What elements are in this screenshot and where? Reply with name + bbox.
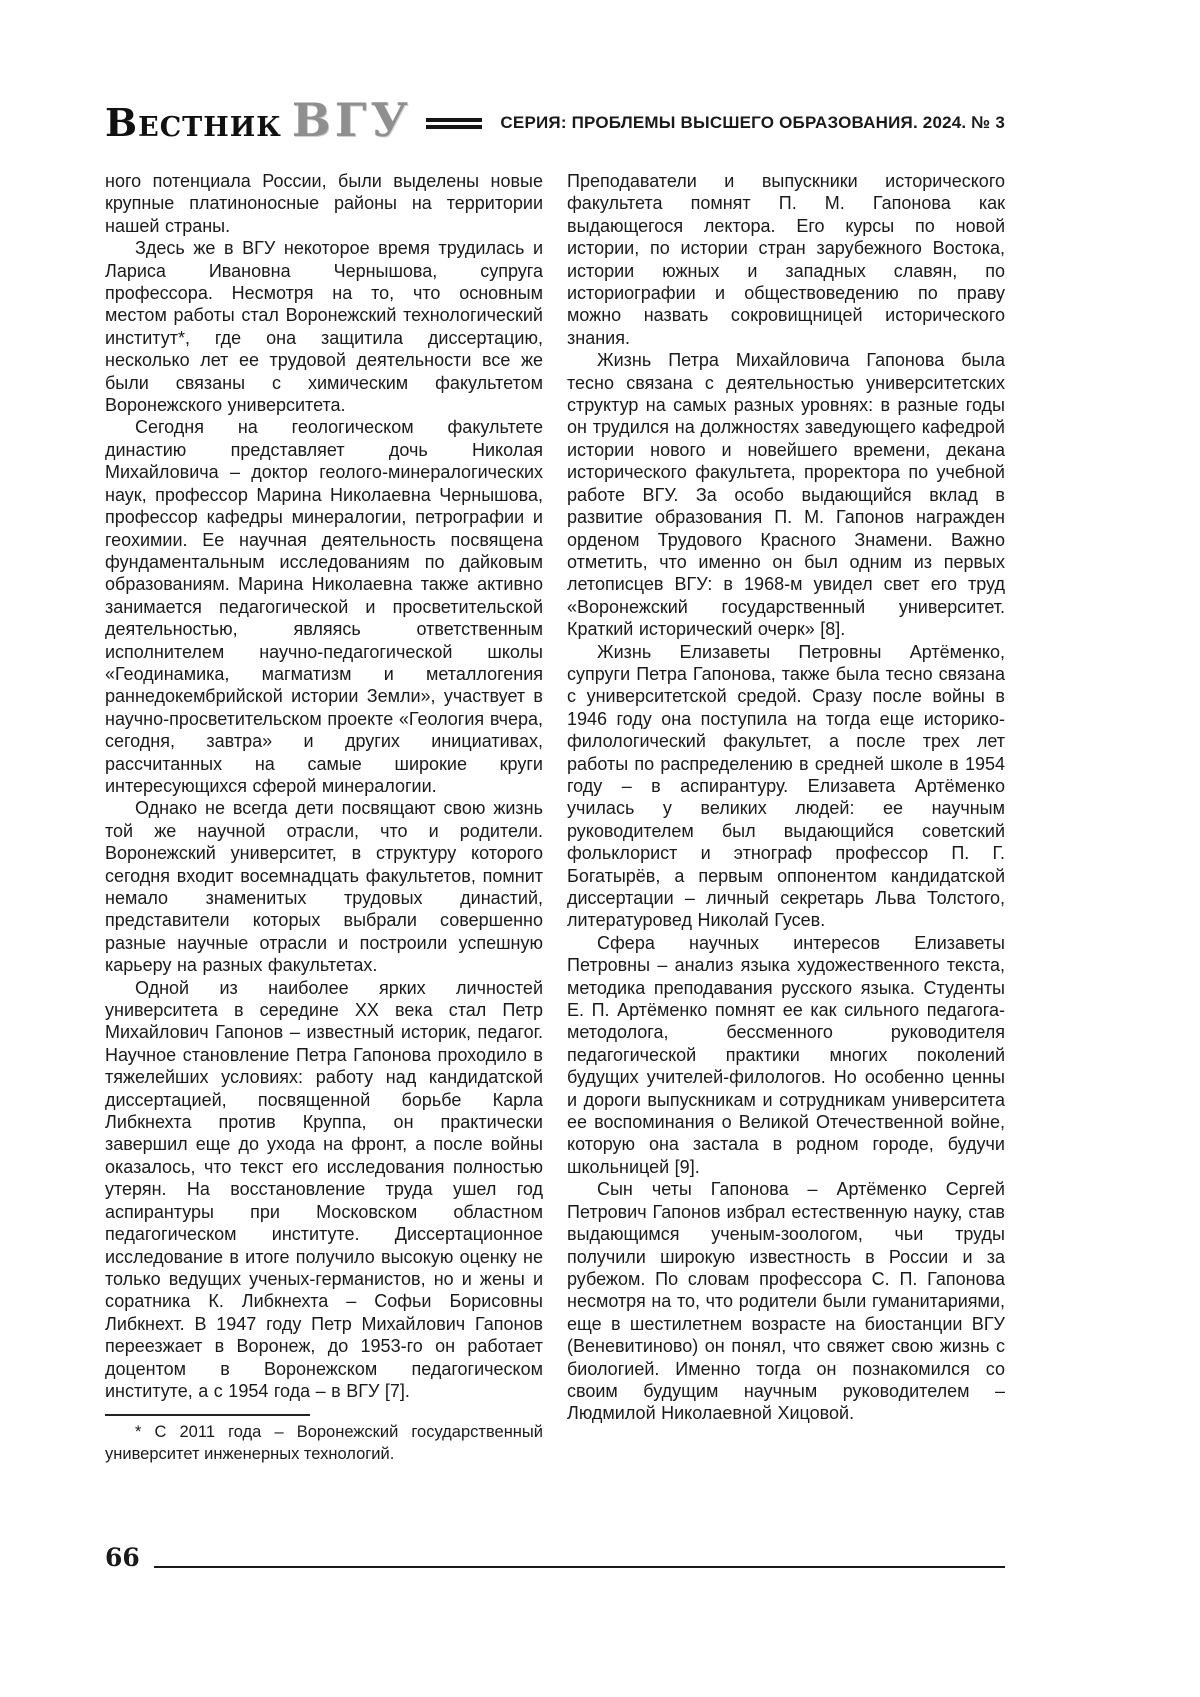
paragraph: Жизнь Петра Михайловича Гапонова была тесно связана с деятельностью университетских структур на самых разных уровнях: в разные годы он трудился на должностях заведующего кафедрой истории нового и новейшего времени, декана исторического факультета, проректора по учебной работе ВГУ. За особо выдающийся вклад в развитие образования П. М. Гапонов награжден орденом Трудового Красного Знамени. Важно отметить, что именно он был одним из первых летописцев ВГУ: в 1968-м увидел свет его труд «Воронежский государственный университет. Краткий исторический очерк» [8]. — [567, 350, 1005, 640]
page-content — [105, 92, 1005, 1465]
series-title: СЕРИЯ: ПРОБЛЕМЫ ВЫСШЕГО ОБРАЗОВАНИЯ. 2024. № 3 — [500, 113, 1005, 132]
paragraph: Сегодня на геологическом факультете династию представляет дочь Николая Михайловича – доктор геолого-минералогических наук, профессор Марина Николаевна Чернышова, профессор кафедры минералогии, петрографии и геохимии. Ее научная деятельность посвящена фундаментальным исследованиям по дайковым образованиям. Марина Николаевна также активно занимается педагогической и просветительской деятельностью, являясь ответственным исполнителем научно-педагогической школы «Геодинамика, магматизм и металлогения раннедокембрийской истории Земли», участвует в научно-просветительском проекте «Геология вчера, сегодня, завтра» и других инициативах, рассчитанных на самые широкие круги интересующихся сферой минералогии. — [105, 417, 543, 796]
paragraph: Однако не всегда дети посвящают свою жизнь той же научной отрасли, что и родители. Воронежский университет, в структуру которого сегодня входит восемнадцать факультетов, помнит немало знаменитых трудовых династий, представители которых выбрали совершенно разные научные отрасли и построили успешную карьеру на разных факультетах. — [105, 798, 543, 976]
paragraph: Преподаватели и выпускники исторического факультета помнят П. М. Гапонова как выдающегося лектора. Его курсы по новой истории, по истории стран зарубежного Востока, истории южных и западных славян, по историографии и обществоведению по праву можно назвать сокровищницей исторического знания. — [567, 171, 1005, 348]
footnote: * С 2011 года – Воронежский государственный университет инженерных технологий. — [105, 1423, 543, 1463]
paragraph: Здесь же в ВГУ некоторое время трудилась и Лариса Ивановна Чернышова, супруга профессора. Несмотря на то, что основным местом работы стал Воронежский технологический институт*, где она защитила диссертацию, несколько лет ее трудовой деятельности все же были связаны с химическим факультетом Воронежского университета. — [105, 238, 543, 416]
left-column — [105, 170, 543, 1465]
paragraph: Жизнь Елизаветы Петровны Артёменко, супруги Петра Гапонова, также была тесно связана с университетской средой. Сразу после войны в 1946 году она поступила на тогда еще историко-филологический факультет, а после трех лет работы по распределению в средней школе в 1954 году – в аспирантуру. Елизавета Артёменко училась у великих людей: ее научным руководителем был выдающийся советский фольклорист и этнограф профессор П. Г. Богатырёв, а первым оппонентом кандидатской диссертации – личный секретарь Льва Толстого, литературовед Николай Гусев. — [567, 641, 1005, 931]
paragraph: Сфера научных интересов Елизаветы Петровны – анализ языка художественного текста, методика преподавания русского языка. Студенты Е. П. Артёменко помнят ее как сильного педагога-методолога, бессменного руководителя педагогической практики многих поколений будущих учителей-филологов. Но особенно ценны и дороги выпускникам и сотрудникам университета ее воспоминания о Великой Отечественной войне, которую она застала в родном городе, будучи школьницей [9]. — [567, 932, 1005, 1177]
page-header — [105, 92, 1005, 148]
paragraph: ного потенциала России, были выделены новые крупные платиноносные районы на территории нашей страны. — [105, 171, 543, 236]
footer-rule — [154, 1566, 1005, 1568]
footnote-separator-rule — [105, 1414, 310, 1416]
right-column — [567, 170, 1005, 1465]
two-column-text — [105, 170, 1005, 1465]
page-footer — [105, 1545, 1005, 1570]
paragraph: Сын четы Гапонова – Артёменко Сергей Петрович Гапонов избрал естественную науку, став выдающимся ученым-зоологом, чьи труды получили широкую известность в России и за рубежом. По словам профессора С. П. Гапонова несмотря на то, что родители были гуманитариями, еще в шестилетнем возрасте на биостанции ВГУ (Веневитиново) он понял, что свяжет свою жизнь с биологией. Именно тогда он познакомился со своим будущим научным руководителем – Людмилой Николаевной Хицовой. — [567, 1179, 1005, 1424]
journal-logo — [105, 93, 412, 147]
journal-logo-word: Вестник — [105, 100, 282, 145]
page-number: 66 — [105, 1543, 140, 1572]
journal-logo-acronym: ВГУ — [291, 93, 412, 147]
paragraph: Одной из наиболее ярких личностей университета в середине XX века стал Петр Михайлович Гапонов – известный историк, педагог. Научное становление Петра Гапонова проходило в тяжелейших условиях: работу над кандидатской диссертацией, посвященной борьбе Карла Либкнехта против Круппа, он практически завершил еще до ухода на фронт, а после войны оказалось, что текст его исследования полностью утерян. На восстановление труда ушел год аспирантуры при Московском областном педагогическом институте. Диссертационное исследование в итоге получило высокую оценку не только ведущих ученых-германистов, но и жены и соратника К. Либкнехта – Софьи Борисовны Либкнехт. В 1947 году Петр Михайлович Гапонов переезжает в Воронеж, до 1953-го он работает доцентом в Воронежском педагогическом институте, а с 1954 года – в ВГУ [7]. — [105, 977, 543, 1401]
header-double-rule — [426, 118, 483, 129]
